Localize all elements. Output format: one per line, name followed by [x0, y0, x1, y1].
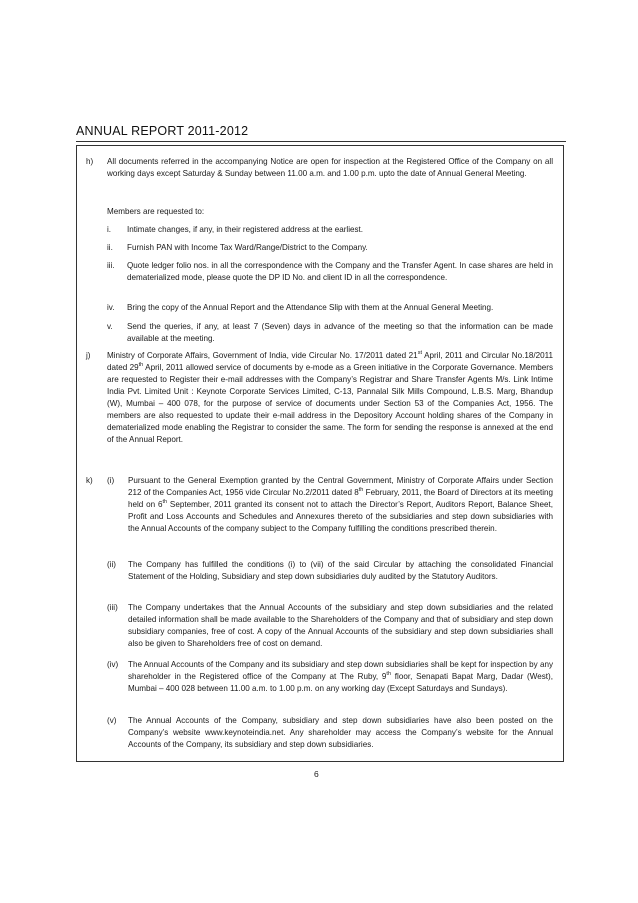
note-k-item-ii [107, 559, 553, 583]
request-item-iii [107, 260, 553, 284]
note-k-marker-wrap [86, 475, 106, 487]
subitem-marker: (ii) [107, 560, 116, 569]
subitem-text: The Annual Accounts of the Company, subsidiary and step down subsidiaries have also been posted on the Company’s website www.keynoteindia.net. Any shareholder may access the Company’s website for the Annual Accounts of the Company, its subsidiary and step down subsidiaries. [128, 716, 553, 749]
subitem-marker: (iv) [107, 660, 119, 669]
subitem-marker: (iii) [107, 603, 118, 612]
request-item-iv [107, 302, 553, 314]
note-h [86, 156, 553, 180]
subitem-marker: (i) [107, 476, 115, 485]
header-divider [76, 141, 566, 142]
note-j-text-part: April, 2011 and Circular No.18/2011 dated 29 [107, 351, 553, 372]
subitem-text-part: September, 2011 granted its consent not to attach the Director’s Report, Auditors Report, Balance Sheet, Profit and Loss Accounts and Schedules and Annexures thereto of the subsidiaries and step down subsidiaries with the Annual Accounts of the company subject to the Company fulfilling the conditions prescribed therein. [128, 500, 554, 533]
subitem-text-part: Pursuant to the General Exemption granted by the Central Government, Ministry of Corporate Affairs under Section 212 of the Companies Act, 1956 vide Circular No.2/2011 dated 8 [128, 476, 553, 497]
page-header-title: ANNUAL REPORT 2011-2012 [76, 124, 249, 138]
request-marker: v. [107, 322, 113, 331]
ordinal-suffix: th [138, 362, 144, 368]
note-h-text: All documents referred in the accompanying Notice are open for inspection at the Registered Office of the Company on all working days except Saturday & Sunday between 11.00 a.m. and 1.00 p.m. upto the date of Annual General Meeting. [107, 157, 553, 178]
note-k-item-i [107, 475, 553, 535]
subitem-text-part: floor, Senapati Bapat Marg, Dadar (West), Mumbai – 400 028 between 11.00 a.m. to 1.00 p.m. on any working day (Except Saturdays and Sundays). [128, 672, 553, 693]
note-j-text [107, 350, 553, 446]
page-number: 6 [314, 769, 319, 779]
note-h-marker: h) [86, 157, 94, 166]
note-k-marker: k) [86, 476, 93, 485]
note-k-item-iii [107, 602, 553, 650]
request-marker: iv. [107, 303, 115, 312]
request-marker: i. [107, 225, 112, 234]
request-text: Quote ledger folio nos. in all the correspondence with the Company and the Transfer Agent. In case shares are held in dematerialized mode, please quote the DP ID No. and client ID in all the correspondence. [127, 261, 553, 282]
request-text: Bring the copy of the Annual Report and the Attendance Slip with them at the Annual General Meeting. [127, 303, 494, 312]
note-j-text-part: April, 2011 allowed service of documents by e-mode as a Green initiative in the Corporate Governance. Members are requested to Register their e-mail addresses with the Company’s Registrar and Share Transfer Agents M/s. Link Intime India Pvt. Limited Unit : Keynote Corporate Services Limited, C-13, Pannalal Silk Mills Compound, L.B.S. Marg, Bhandup (W), Mumbai – 400 078, for the purpose of service of documents under Section 53 of the Companies Act, 1956. The members are also requested to update their e-mail address in the Depository Account holding shares of the Company in dematerialized mode enabling the Registrar to consider the same. The form for sending the response is annexed at the end of the Annual Report. [107, 363, 553, 444]
request-item-v [107, 321, 553, 345]
ordinal-suffix: th [386, 671, 392, 677]
subitem-text [128, 659, 553, 695]
subitem-text: The Company has fulfilled the conditions (i) to (vii) of the said Circular by attaching the consolidated Financial Statement of the Holding, Subsidiary and step down subsidiaries duly audited by the Statutory Auditors. [128, 560, 553, 581]
request-text: Send the queries, if any, at least 7 (Seven) days in advance of the meeting so that the information can be made available at the meeting. [127, 322, 553, 343]
subitem-marker: (v) [107, 716, 117, 725]
request-item-ii [107, 242, 553, 254]
request-marker: ii. [107, 243, 113, 252]
request-text: Furnish PAN with Income Tax Ward/Range/District to the Company. [127, 243, 368, 252]
note-k-item-iv [107, 659, 553, 695]
subitem-text: The Company undertakes that the Annual Accounts of the subsidiary and step down subsidiaries and the related detailed information shall be made available to the Shareholders of the Company and that of subsidiary and step down subsidiary companies, free of cost. A copy of the Annual Accounts of the subsidiary and step down subsidiaries shall also be given to Shareholders free of cost on demand. [128, 603, 553, 648]
subitem-text-part: The Annual Accounts of the Company and its subsidiary and step down subsidiaries shall be kept for inspection by any shareholder in the Registered office of the Company at The Ruby, 9 [128, 660, 553, 681]
ordinal-suffix: th [358, 487, 364, 493]
request-marker: iii. [107, 261, 115, 270]
members-intro: Members are requested to: [107, 207, 205, 216]
note-j [86, 350, 553, 446]
ordinal-suffix: th [162, 499, 168, 505]
request-item-i [107, 224, 553, 236]
ordinal-suffix: st [417, 350, 422, 356]
request-text: Intimate changes, if any, in their registered address at the earliest. [127, 225, 364, 234]
note-j-marker: j) [86, 351, 91, 360]
note-k-item-v [107, 715, 553, 751]
subitem-text-part: February, 2011, the Board of Directors at its meeting held on 6 [128, 488, 554, 509]
note-j-text-part: Ministry of Corporate Affairs, Government of India, vide Circular No. 17/2011 dated 21 [107, 351, 418, 360]
subitem-text [128, 475, 553, 535]
